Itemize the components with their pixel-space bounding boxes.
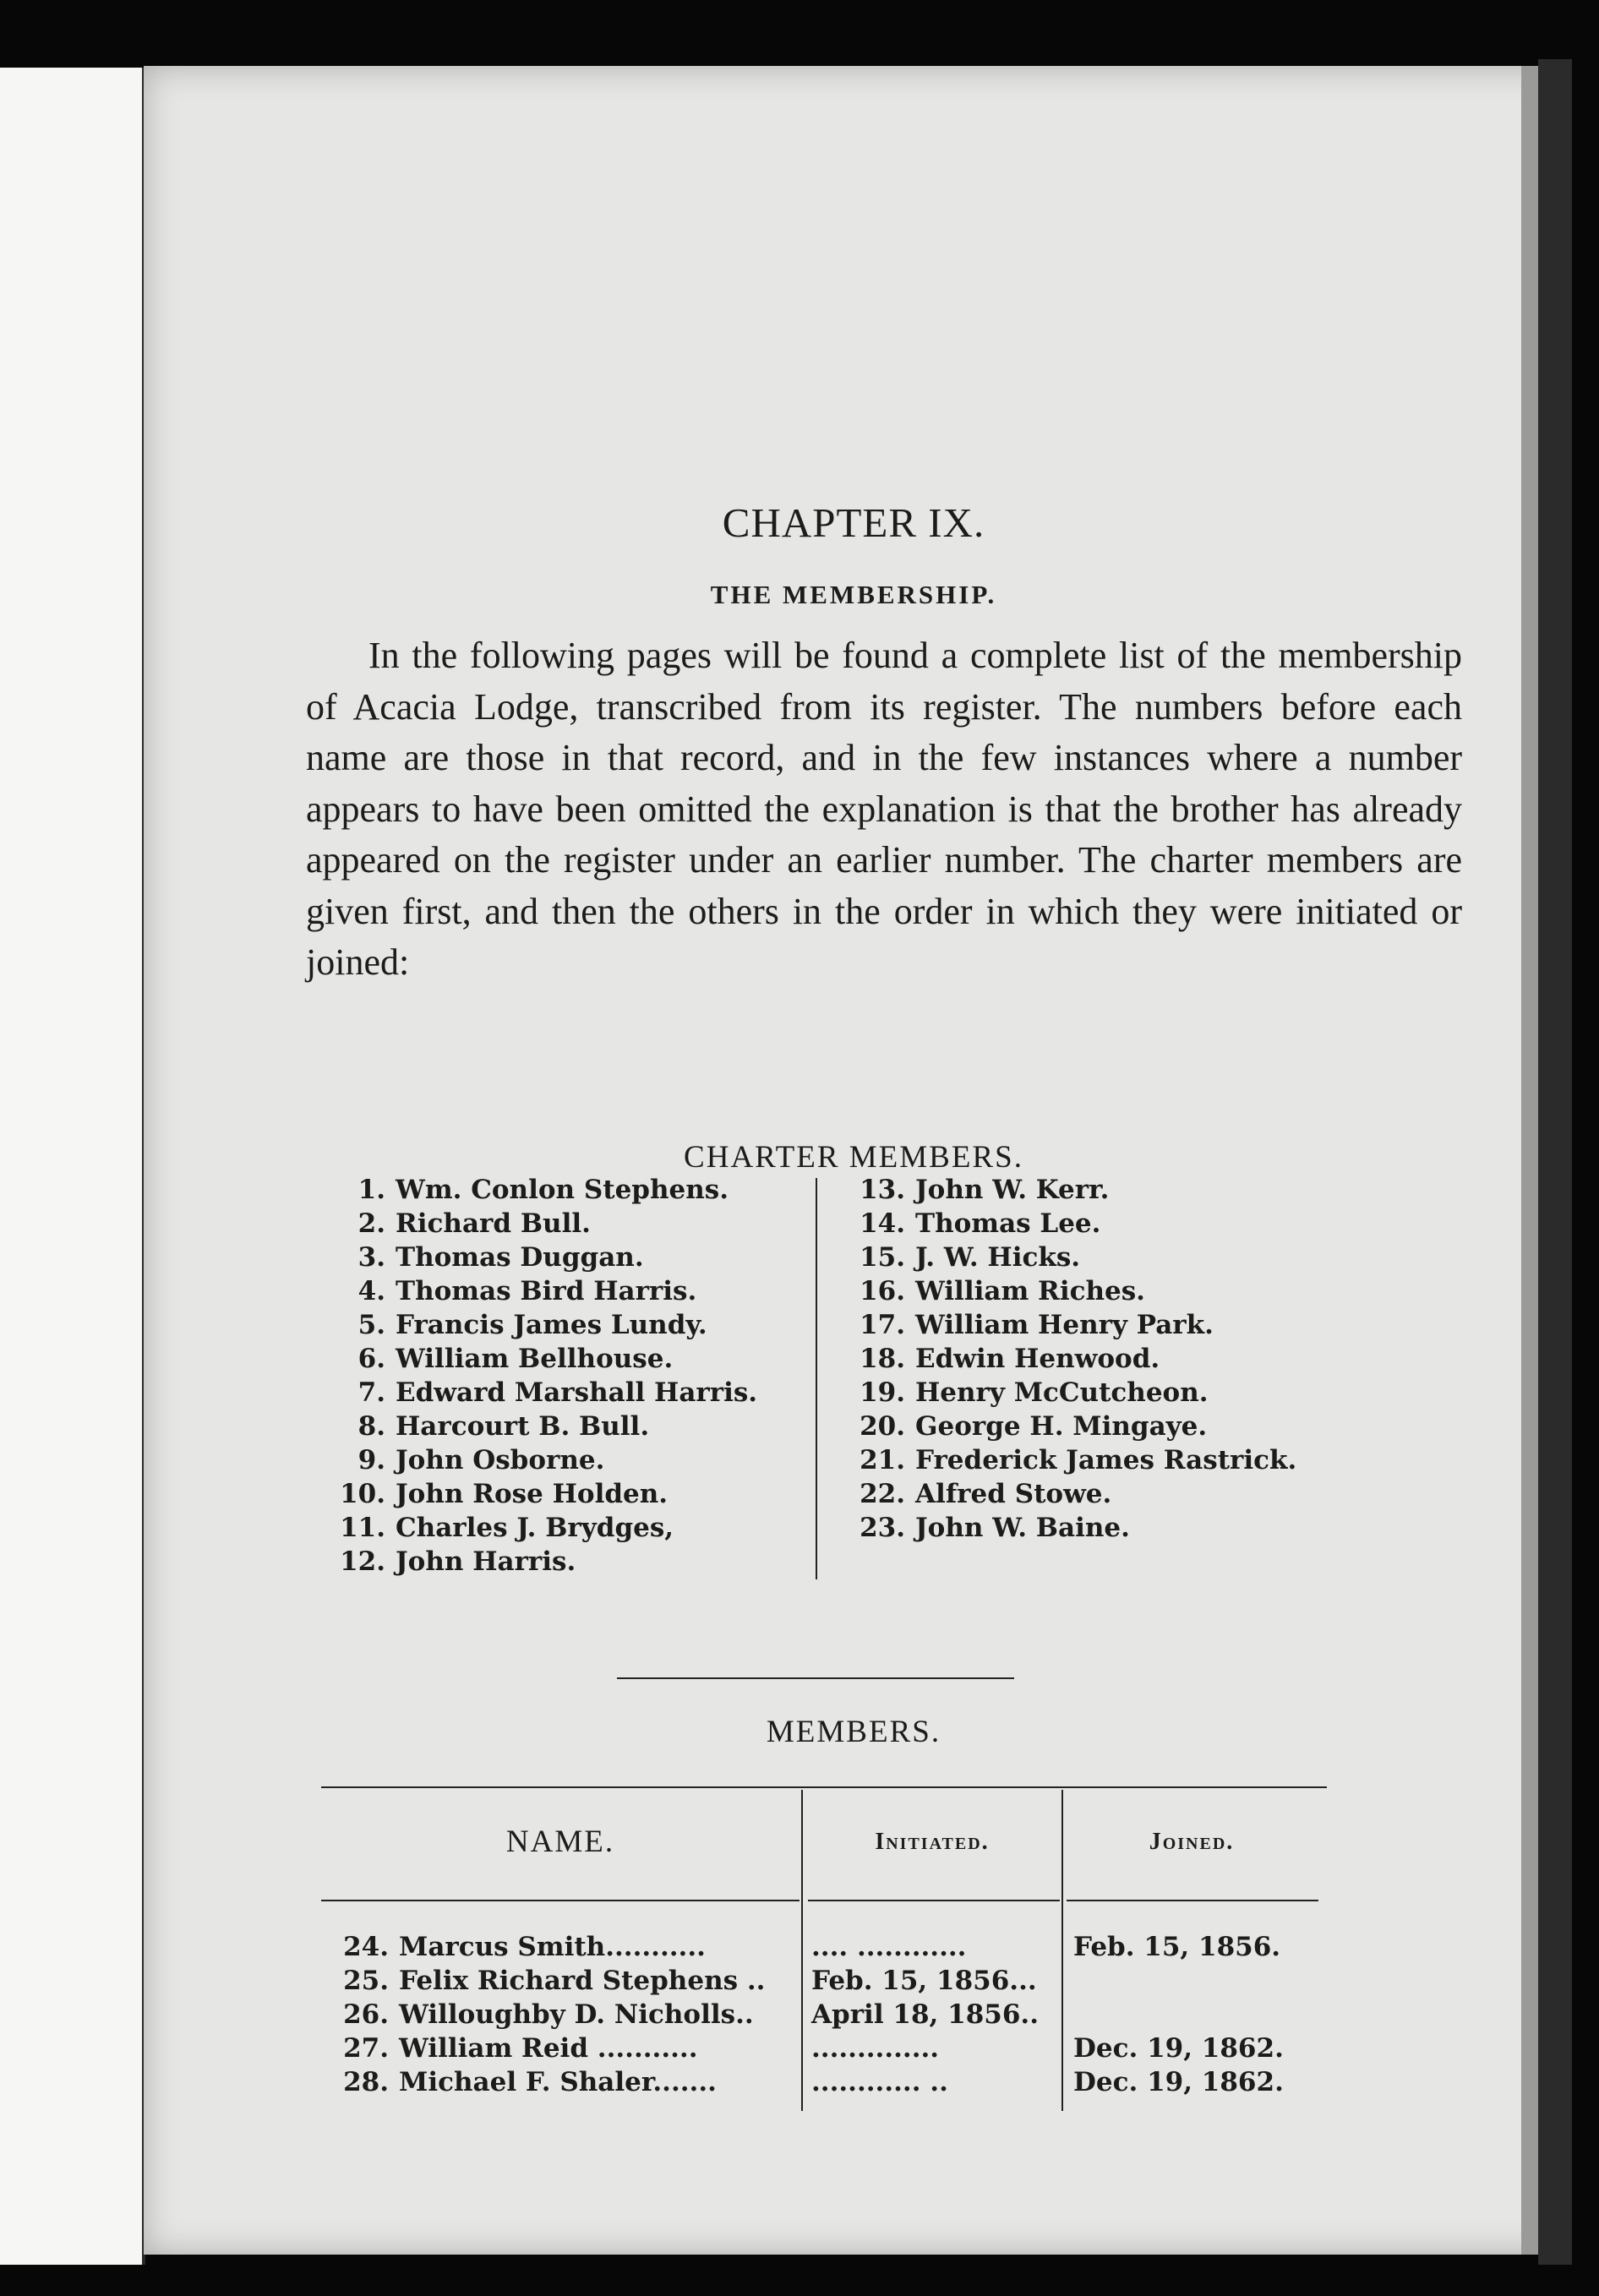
- charter-member-row: [330, 1342, 757, 1376]
- initiated-date: ..............: [811, 2033, 940, 2064]
- charter-member-row: [330, 1443, 757, 1477]
- charter-member-row: [849, 1241, 1296, 1274]
- member-number: 6.: [357, 1344, 385, 1374]
- member-name: Francis James Lundy.: [396, 1310, 707, 1340]
- intro-text: In the following pages will be found a complete list of the membership of Acacia Lodge, transcribed from its register. The numbers before each name are those in that record, and in the few instances where a number appears to have been omitted the explanation is that the brother has already appeared on the register under an earlier number. The charter members are given first, and then the others in the order in which they were initiated or joined:: [306, 635, 1462, 983]
- chapter-title: CHAPTER IX.: [722, 499, 985, 546]
- initiated-date: April 18, 1856..: [811, 1999, 1039, 2030]
- member-name: William Riches.: [915, 1276, 1145, 1306]
- member-name: George H. Mingaye.: [915, 1411, 1208, 1442]
- member-number: 27.: [343, 2033, 389, 2064]
- member-name: William Bellhouse.: [396, 1344, 674, 1374]
- charter-members-heading: CHARTER MEMBERS.: [684, 1140, 1023, 1175]
- member-number: 4.: [357, 1276, 385, 1306]
- member-name: Michael F. Shaler.......: [399, 2067, 717, 2097]
- member-number: 15.: [860, 1242, 905, 1273]
- member-name: Thomas Bird Harris.: [396, 1276, 697, 1306]
- member-name: John Rose Holden.: [396, 1479, 669, 1509]
- initiated-date: .... ............: [811, 1932, 967, 1962]
- table-row: [321, 1932, 1335, 1966]
- member-name: Henry McCutcheon.: [915, 1377, 1209, 1408]
- charter-members-left-column: [330, 1173, 757, 1579]
- header-rule: [321, 1900, 800, 1901]
- charter-member-row: [849, 1410, 1296, 1443]
- header-name: NAME.: [505, 1824, 615, 1859]
- header-joined: Joined.: [1149, 1829, 1235, 1855]
- charter-member-row: [330, 1241, 757, 1274]
- member-number: 14.: [860, 1208, 905, 1239]
- member-number: 26.: [343, 1999, 389, 2030]
- joined-date: Dec. 19, 1862.: [1073, 2033, 1284, 2064]
- member-name: Thomas Duggan.: [396, 1242, 644, 1273]
- member-number: 2.: [357, 1208, 385, 1239]
- book-page: [144, 66, 1564, 2255]
- charter-member-row: [330, 1410, 757, 1443]
- charter-member-row: [330, 1173, 757, 1207]
- charter-member-row: [330, 1376, 757, 1410]
- table-row: [321, 1999, 1335, 2033]
- member-name: William Henry Park.: [915, 1310, 1214, 1340]
- member-number: 23.: [860, 1513, 905, 1543]
- member-name: Wm. Conlon Stephens.: [396, 1175, 729, 1205]
- member-number: 13.: [860, 1175, 905, 1205]
- chapter-subtitle: THE MEMBERSHIP.: [710, 580, 997, 609]
- member-name: Charles J. Brydges,: [396, 1513, 674, 1543]
- member-name: John Osborne.: [396, 1445, 605, 1475]
- table-row: [321, 2033, 1335, 2067]
- member-number: 12.: [340, 1546, 385, 1577]
- member-number: 20.: [860, 1411, 905, 1442]
- charter-member-row: [849, 1376, 1296, 1410]
- charter-member-row: [849, 1511, 1296, 1545]
- member-number: 7.: [357, 1377, 385, 1408]
- member-name: Harcourt B. Bull.: [396, 1411, 650, 1442]
- table-row: [321, 1966, 1335, 1999]
- charter-member-row: [849, 1443, 1296, 1477]
- charter-member-row: [849, 1342, 1296, 1376]
- header-rule: [1067, 1900, 1318, 1901]
- charter-member-row: [330, 1274, 757, 1308]
- charter-member-row: [849, 1207, 1296, 1241]
- member-number: 3.: [357, 1242, 385, 1273]
- member-number: 9.: [357, 1445, 385, 1475]
- initiated-date: ............ ..: [811, 2067, 948, 2097]
- member-number: 10.: [340, 1479, 385, 1509]
- charter-member-row: [330, 1511, 757, 1545]
- member-name: Alfred Stowe.: [915, 1479, 1112, 1509]
- table-top-rule: [321, 1786, 1327, 1788]
- member-number: 28.: [343, 2067, 389, 2097]
- header-rule: [808, 1900, 1060, 1901]
- member-number: 17.: [860, 1310, 905, 1340]
- member-number: 25.: [343, 1966, 389, 1996]
- facing-page-edge: [0, 68, 145, 2265]
- member-number: 5.: [357, 1310, 385, 1340]
- member-name: John Harris.: [396, 1546, 576, 1577]
- member-name: J. W. Hicks.: [915, 1242, 1081, 1273]
- section-rule: [617, 1677, 1014, 1679]
- column-divider: [816, 1178, 817, 1579]
- charter-members-right-column: [849, 1173, 1296, 1545]
- charter-member-row: [849, 1477, 1296, 1511]
- initiated-date: Feb. 15, 1856...: [811, 1966, 1037, 1996]
- member-name: Edwin Henwood.: [915, 1344, 1160, 1374]
- intro-paragraph: [306, 630, 1462, 989]
- member-name: Willoughby D. Nicholls..: [399, 1999, 754, 2030]
- charter-member-row: [849, 1274, 1296, 1308]
- member-number: 21.: [860, 1445, 905, 1475]
- joined-date: Dec. 19, 1862.: [1073, 2067, 1284, 2097]
- page-shadow-edge: [1521, 66, 1540, 2255]
- member-name: Frederick James Rastrick.: [915, 1445, 1297, 1475]
- charter-member-row: [330, 1207, 757, 1241]
- member-name: Edward Marshall Harris.: [396, 1377, 758, 1408]
- binding-edge: [1538, 59, 1572, 2265]
- member-number: 11.: [340, 1513, 385, 1543]
- joined-date: Feb. 15, 1856.: [1073, 1932, 1281, 1962]
- member-number: 22.: [860, 1479, 905, 1509]
- header-initiated: Initiated.: [875, 1829, 990, 1855]
- charter-member-row: [849, 1308, 1296, 1342]
- member-name: Richard Bull.: [396, 1208, 591, 1239]
- member-number: 1.: [357, 1175, 385, 1205]
- charter-member-row: [849, 1173, 1296, 1207]
- table-row: [321, 2067, 1335, 2101]
- member-name: Marcus Smith...........: [399, 1932, 706, 1962]
- member-number: 16.: [860, 1276, 905, 1306]
- charter-member-row: [330, 1545, 757, 1579]
- member-name: John W. Baine.: [915, 1513, 1130, 1543]
- charter-member-row: [330, 1477, 757, 1511]
- member-number: 8.: [357, 1411, 385, 1442]
- member-number: 19.: [860, 1377, 905, 1408]
- member-name: William Reid ...........: [399, 2033, 698, 2064]
- member-name: Thomas Lee.: [915, 1208, 1101, 1239]
- member-number: 24.: [343, 1932, 389, 1962]
- member-name: John W. Kerr.: [915, 1175, 1110, 1205]
- member-number: 18.: [860, 1344, 905, 1374]
- charter-member-row: [330, 1308, 757, 1342]
- members-heading: MEMBERS.: [766, 1715, 941, 1749]
- member-name: Felix Richard Stephens ..: [399, 1966, 766, 1996]
